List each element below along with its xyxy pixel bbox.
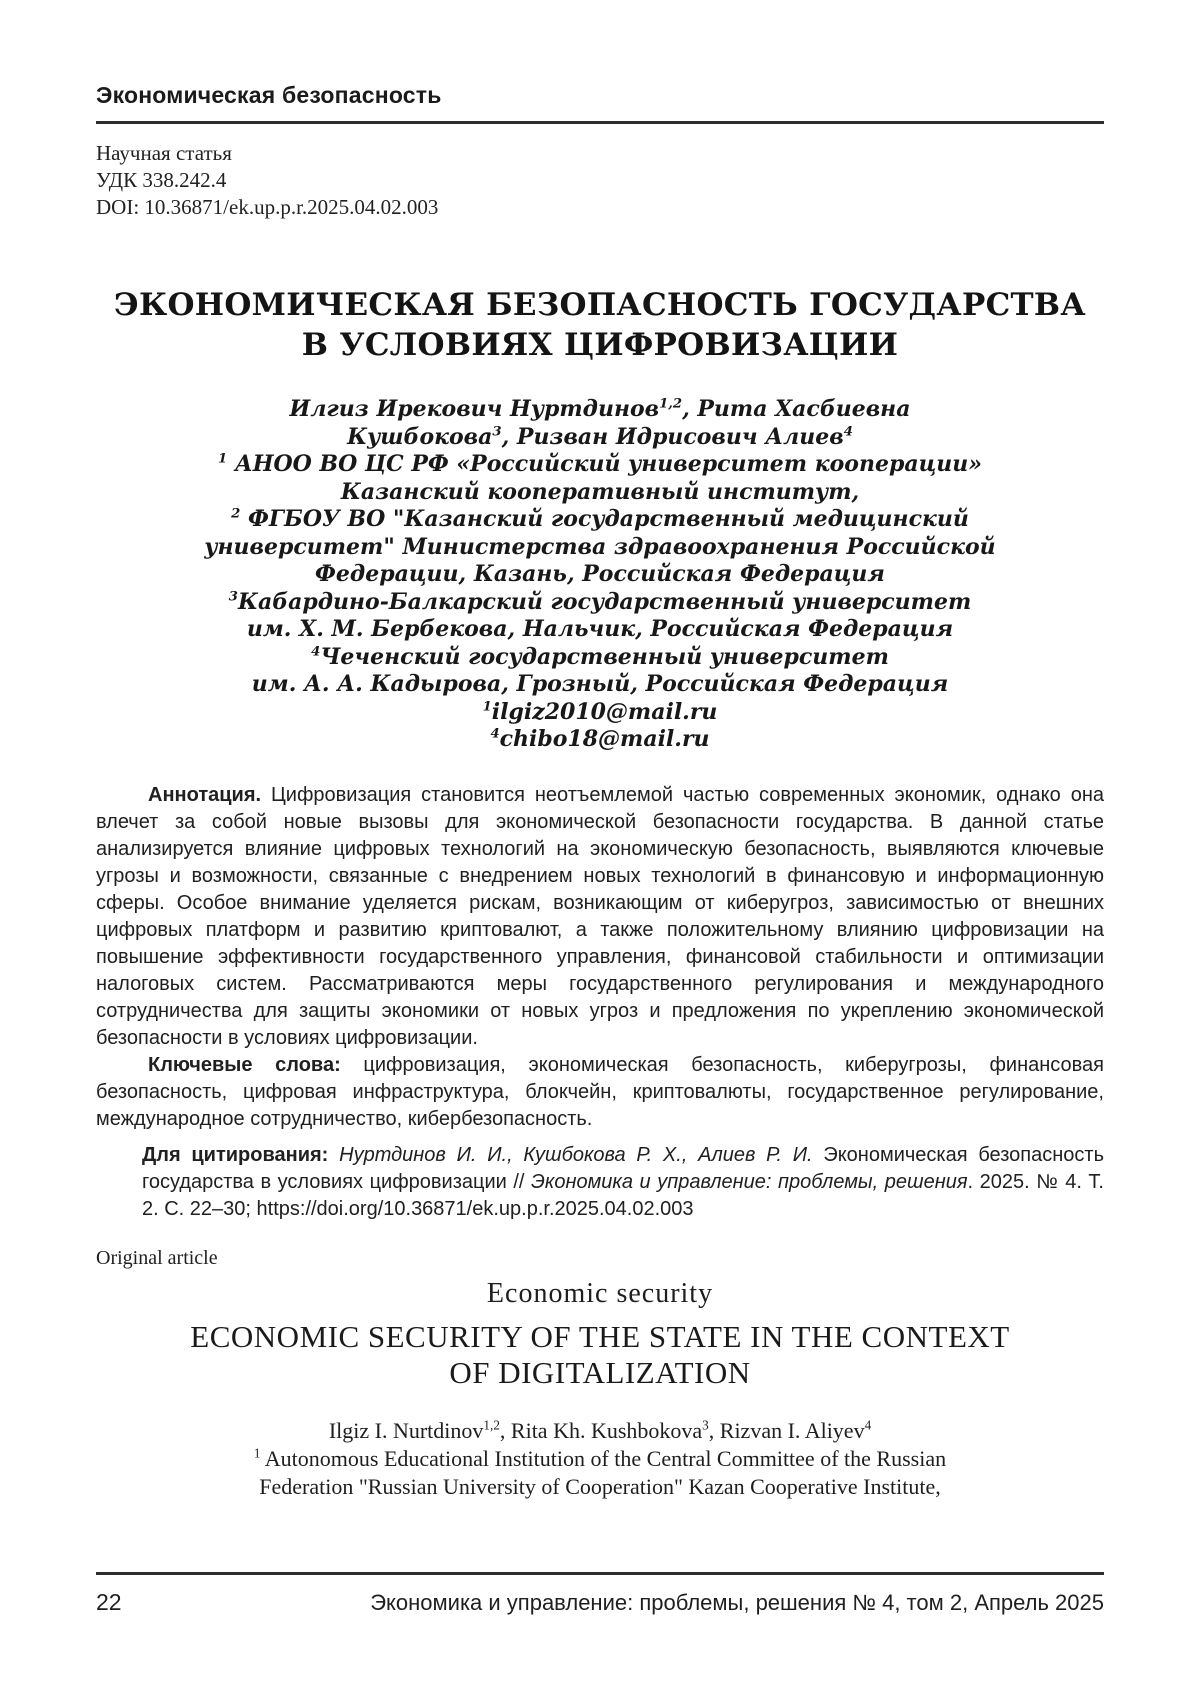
text-line: $^4$Чеченский государственный университет xyxy=(311,643,889,670)
article-meta xyxy=(96,140,1104,221)
text-line: $^4$chibo18@mail.ru xyxy=(490,726,710,752)
text-line: Ilgiz I. Nurtdinov$^{1,2}$, Rita Kh. Kushbokova$^3$, Rizvan I. Aliyev$^4$ xyxy=(328,1417,872,1443)
abstract-paragraph: Аннотация. Цифровизация становится неотъемлемой частью современных экономик, однако она влечет за собой новые вызовы для экономической безопасности государства. В данной статье анализируется влияние цифровых технологий на экономическую безопасность, выявляются ключевые угрозы и возможности, связанные с внедрением новых технологий в финансовую и информационную сферы. Особое внимание уделяется рискам, возникающим от киберугроз, зависимостью от внешних цифровых платформ и развитию криптовалют, а также положительному влиянию цифровизации на повышение эффективности государственного управления, финансовой стабильности и оптимизации налоговых систем. Рассматриваются меры государственного регулирования и международного сотрудничества для защиты экономики от новых угроз и предложения по укреплению экономической безопасности в условиях цифровизации. xyxy=(96,783,1104,1049)
text-line: $^2$ ФГБОУ ВО "Казанский государственный медицинский xyxy=(231,506,969,532)
keywords-paragraph: Ключевые слова: цифровизация, экономическая безопасность, киберугрозы, финансовая безопасность, цифровая инфраструктура, блокчейн, криптовалюты, государственное регулирование, международное сотрудничество, кибербезопасность. xyxy=(96,1053,1104,1130)
text-line: Federation "Russian University of Cooperation" Kazan Cooperative Institute, xyxy=(259,1473,941,1499)
footer-divider xyxy=(96,1572,1104,1575)
section-title-en: Economic security xyxy=(486,1277,714,1309)
doi-number: DOI: 10.36871/ek.up.p.r.2025.04.02.003 xyxy=(96,195,439,219)
text-line: $^1$ilgiz2010@mail.ru xyxy=(482,698,718,725)
text-line: университет" Министерства здравоохранения Российской xyxy=(204,533,996,560)
text-line: ECONOMIC SECURITY OF THE STATE IN THE CONTEXT xyxy=(190,1318,1010,1354)
authors-affiliations-en xyxy=(96,1417,1104,1501)
udc-number: УДК 338.242.4 xyxy=(96,168,227,192)
journal-info: Экономика и управление: проблемы, решения № 4, том 2, Апрель 2025 xyxy=(370,1590,1104,1615)
text-line: В УСЛОВИЯХ ЦИФРОВИЗАЦИИ xyxy=(301,327,899,363)
section-header-label: Экономическая безопасность xyxy=(96,82,442,108)
text-line: $^1$ Autonomous Educational Institution of the Central Committee of the Russian xyxy=(253,1445,947,1471)
article-type-ru: Научная статья xyxy=(96,141,232,165)
text-line: им. Х. М. Бербекова, Нальчик, Российская Федерация xyxy=(246,616,954,642)
article-title-ru xyxy=(96,285,1104,365)
running-head xyxy=(96,82,1104,124)
text-line: OF DIGITALIZATION xyxy=(449,1354,751,1390)
text-line: им. А. А. Кадырова, Грозный, Российская Федерация xyxy=(251,671,949,697)
text-line: Кушбокова$^3$, Ризван Идрисович Алиев$^4$ xyxy=(347,423,853,450)
text-line: Казанский кооперативный институт, xyxy=(340,478,860,505)
text-line: Илгиз Ирекович Нуртдинов$^{1,2}$, Рита Хасбиевна xyxy=(289,396,911,422)
article-title-en xyxy=(96,1319,1104,1391)
text-line: $^1$ АНОО ВО ЦС РФ «Российский университет кооперации» xyxy=(217,451,983,477)
text-line: $^3$Кабардино-Балкарский государственный университет xyxy=(228,588,972,615)
page-footer xyxy=(96,1572,1104,1616)
article-type-en: Original article xyxy=(96,1246,218,1269)
text-line: ЭКОНОМИЧЕСКАЯ БЕЗОПАСНОСТЬ ГОСУДАРСТВА xyxy=(114,287,1086,323)
page-number: 22 xyxy=(96,1589,122,1615)
text-line: Федерации, Казань, Российская Федерация xyxy=(315,561,885,587)
authors-affiliations-ru xyxy=(96,396,1104,754)
citation-paragraph: Для цитирования: Нуртдинов И. И., Кушбокова Р. Х., Алиев Р. И. Экономическая безопасность государства в условиях цифровизации // Экономика и управление: проблемы, решения. 2025. № 4. Т. 2. С. 22–30; https://doi.org/10.36871/ek.up.p.r.2025.04.02.003 xyxy=(142,1143,1105,1220)
header-divider xyxy=(96,121,1104,124)
